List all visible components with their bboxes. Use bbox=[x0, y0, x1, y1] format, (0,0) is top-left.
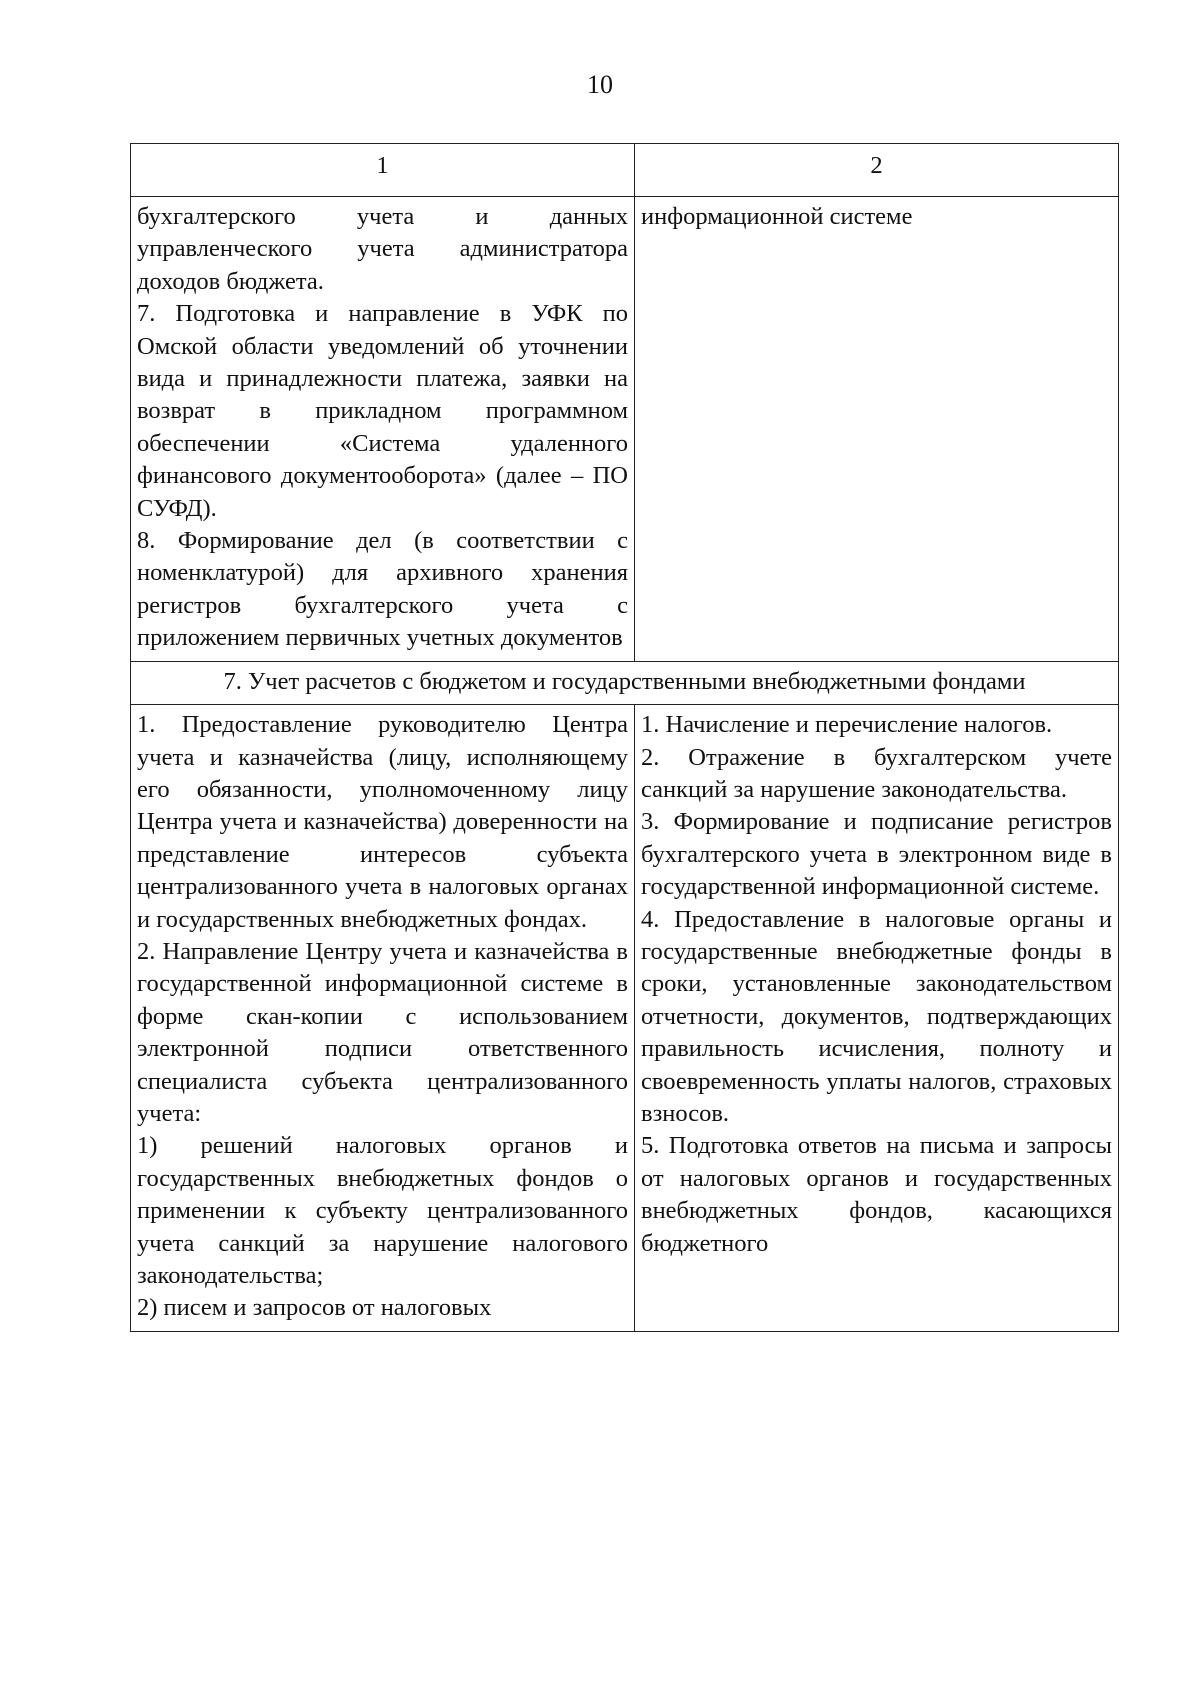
table-row bbox=[131, 197, 1119, 662]
table-header-row bbox=[131, 144, 1119, 197]
column-header-2: 2 bbox=[635, 144, 1119, 197]
cell-subject-duties bbox=[635, 705, 1119, 1332]
paragraph: 5. Подготовка ответов на письма и запросы от налоговых органов и государственных внебюджетных фондов, касающихся бюджетного bbox=[641, 1132, 1112, 1257]
table-row bbox=[131, 705, 1119, 1332]
paragraph: 2) писем и запросов от налоговых bbox=[137, 1294, 492, 1322]
paragraph: 2. Отражение в бухгалтерском учете санкций за нарушение законодательства. bbox=[641, 743, 1112, 803]
paragraph: бухгалтерского учета и данных управленческого учета администратора доходов бюджета. bbox=[137, 203, 628, 295]
page-number: 10 bbox=[587, 70, 613, 99]
paragraph: 3. Формирование и подписание регистров бухгалтерского учета в электронном виде в государственной информационной системе. bbox=[641, 808, 1112, 901]
paragraph: 1. Предоставление руководителю Центра учета и казначейства (лицу, исполняющему его обязанности, уполномоченному лицу Центра учета и казначейства) доверенности на представление интересов субъекта централизованного учета в налоговых органах и государственных внебюджетных фондах. bbox=[137, 711, 628, 933]
cell-center-duties bbox=[131, 705, 635, 1332]
cell-subject-duties bbox=[635, 197, 1119, 662]
paragraph: информационной системе bbox=[641, 203, 913, 230]
paragraph: 1. Начисление и перечисление налогов. bbox=[641, 711, 1053, 739]
responsibility-table bbox=[130, 143, 1119, 1332]
paragraph: 4. Предоставление в налоговые органы и государственные внебюджетные фонды в сроки, установленные законодательством отчетности, документов, подтверждающих правильность исчисления, полноту и своевременность уплаты налогов, страховых взносов. bbox=[641, 905, 1112, 1127]
cell-center-duties bbox=[131, 197, 635, 662]
column-header-1: 1 bbox=[131, 144, 635, 197]
paragraph: 7. Подготовка и направление в УФК по Омской области уведомлений об уточнении вида и принадлежности платежа, заявки на возврат в прикладном программном обеспечении «Система удаленного финансового документооборота» (далее – ПО СУФД). bbox=[137, 300, 628, 522]
paragraph: 2. Направление Центру учета и казначейства в государственной информационной системе в форме скан-копии с использованием электронной подписи ответственного специалиста субъекта централизованного учета: bbox=[137, 937, 628, 1127]
section-title: 7. Учет расчетов с бюджетом и государственными внебюджетными фондами bbox=[131, 661, 1119, 704]
paragraph: 8. Формирование дел (в соответствии с номенклатурой) для архивного хранения регистров бухгалтерского учета с приложением первичных учетных документов bbox=[137, 527, 628, 652]
paragraph: 1) решений налоговых органов и государственных внебюджетных фондов о применении к субъекту централизованного учета санкций за нарушение налогового законодательства; bbox=[137, 1132, 628, 1289]
section-row bbox=[131, 661, 1119, 704]
